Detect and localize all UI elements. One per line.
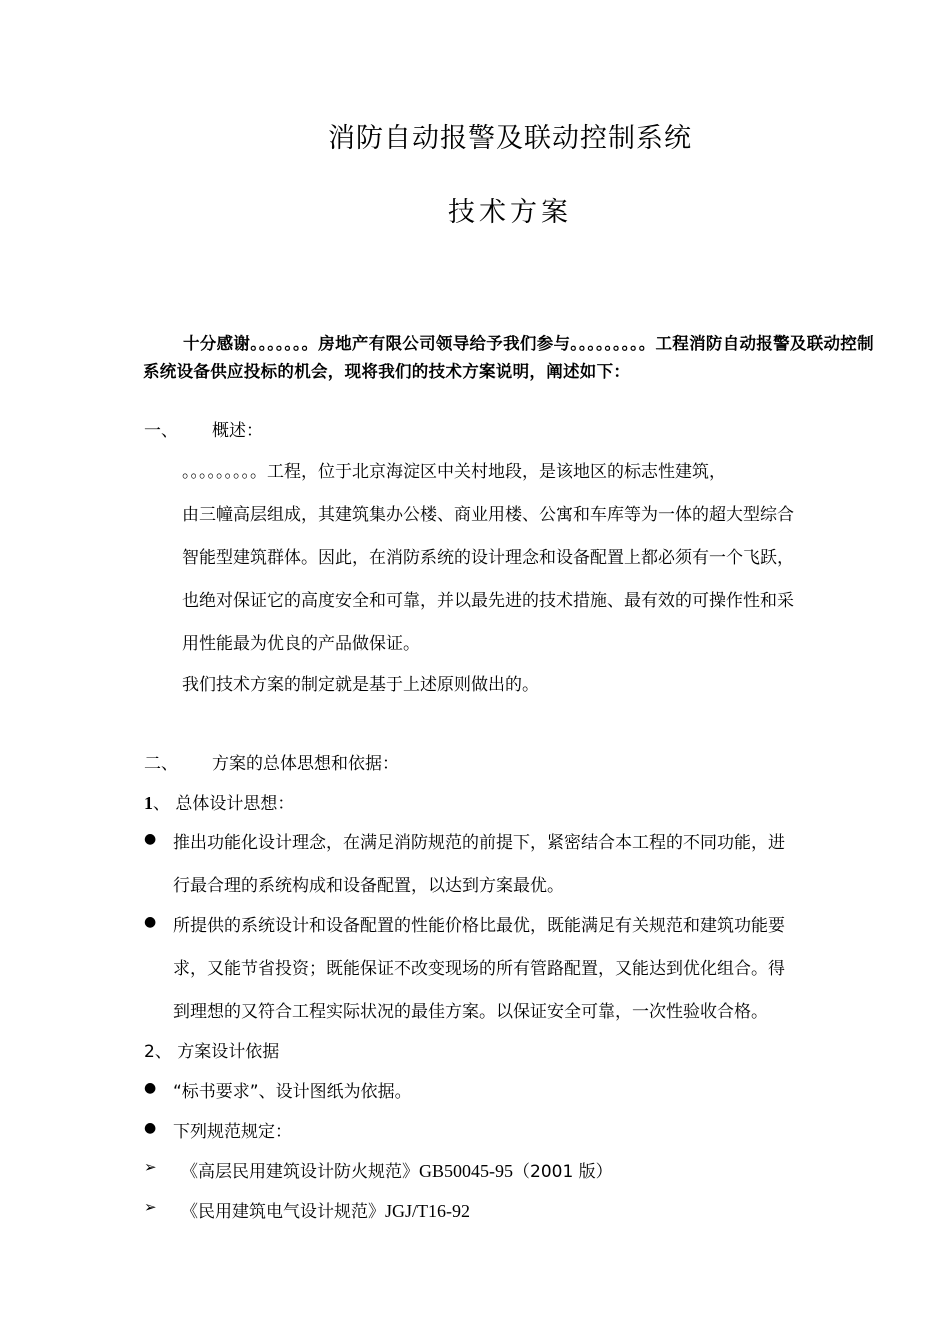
bullet-line: 行最合理的系统构成和设备配置，以达到方案最优。 [173,876,564,896]
standard-code: GB50045-95 [419,1161,513,1181]
bullet-line: 到理想的又符合工程实际状况的最佳方案。以保证安全可靠，一次性验收合格。 [173,1002,768,1022]
bullet-icon: ● [144,914,157,930]
subsection-title: 总体设计思想： [175,794,295,814]
subsection-number: 1 [144,793,153,813]
standard-item [181,1197,470,1222]
subsection-number: 2、 [144,1042,172,1062]
bullet-icon: ● [144,1120,157,1136]
bullet-icon: ● [144,1080,157,1096]
bullet-line: 推出功能化设计理念，在满足消防规范的前提下，紧密结合本工程的不同功能，进 [173,833,785,853]
bullet-line: “标书要求”、设计图纸为依据。 [173,1082,412,1102]
subsection-2-heading [144,1037,279,1062]
overview-closing: 我们技术方案的制定就是基于上述原则做出的。 [182,675,539,695]
overview-line: 智能型建筑群体。因此，在消防系统的设计理念和设备配置上都必须有一个飞跃， [182,548,794,568]
intro-paragraph [143,330,876,386]
arrow-bullet-icon: ➢ [144,1158,157,1176]
document-subtitle: 技术方案 [448,197,572,228]
section-number: 一、 [144,421,178,441]
overview-line: 。。。。。。。。。工程，位于北京海淀区中关村地段，是该地区的标志性建筑， [182,462,726,482]
subsection-1-heading [144,789,294,814]
standard-note: （2001 版） [513,1162,613,1182]
bullet-line: 下列规范规定： [173,1122,292,1142]
document-title: 消防自动报警及联动控制系统 [328,123,692,154]
subsection-title: 方案设计依据 [177,1042,280,1062]
bullet-icon: ● [144,831,157,847]
section-title: 概述： [212,421,263,441]
standard-name: 《高层民用建筑设计防火规范》 [181,1162,419,1182]
bullet-line: 求，又能节省投资；既能保证不改变现场的所有管路配置，又能达到优化组合。得 [173,959,785,979]
overview-line: 也绝对保证它的高度安全和可靠，并以最先进的技术措施、最有效的可操作性和采 [182,591,794,611]
section-title: 方案的总体思想和依据： [212,754,399,774]
standard-item [181,1157,613,1182]
bullet-line: 所提供的系统设计和设备配置的性能价格比最优，既能满足有关规范和建筑功能要 [173,916,785,936]
subsection-separator: 、 [153,794,170,814]
section-number: 二、 [144,754,178,774]
section-1-heading [144,416,263,441]
arrow-bullet-icon: ➢ [144,1198,157,1216]
standard-name: 《民用建筑电气设计规范》 [181,1202,385,1222]
overview-line: 用性能最为优良的产品做保证。 [182,634,420,654]
intro-text: 十分感谢。。。。。。。房地产有限公司领导给予我们参与。。。。。。。。。工程消防自动报警及联动控制系统设备供应投标的机会，现将我们的技术方案说明，阐述如下： [143,334,874,381]
standard-code: JGJ/T16-92 [385,1201,470,1221]
section-2-heading [144,749,399,774]
overview-line: 由三幢高层组成，其建筑集办公楼、商业用楼、公寓和车库等为一体的超大型综合 [182,505,794,525]
